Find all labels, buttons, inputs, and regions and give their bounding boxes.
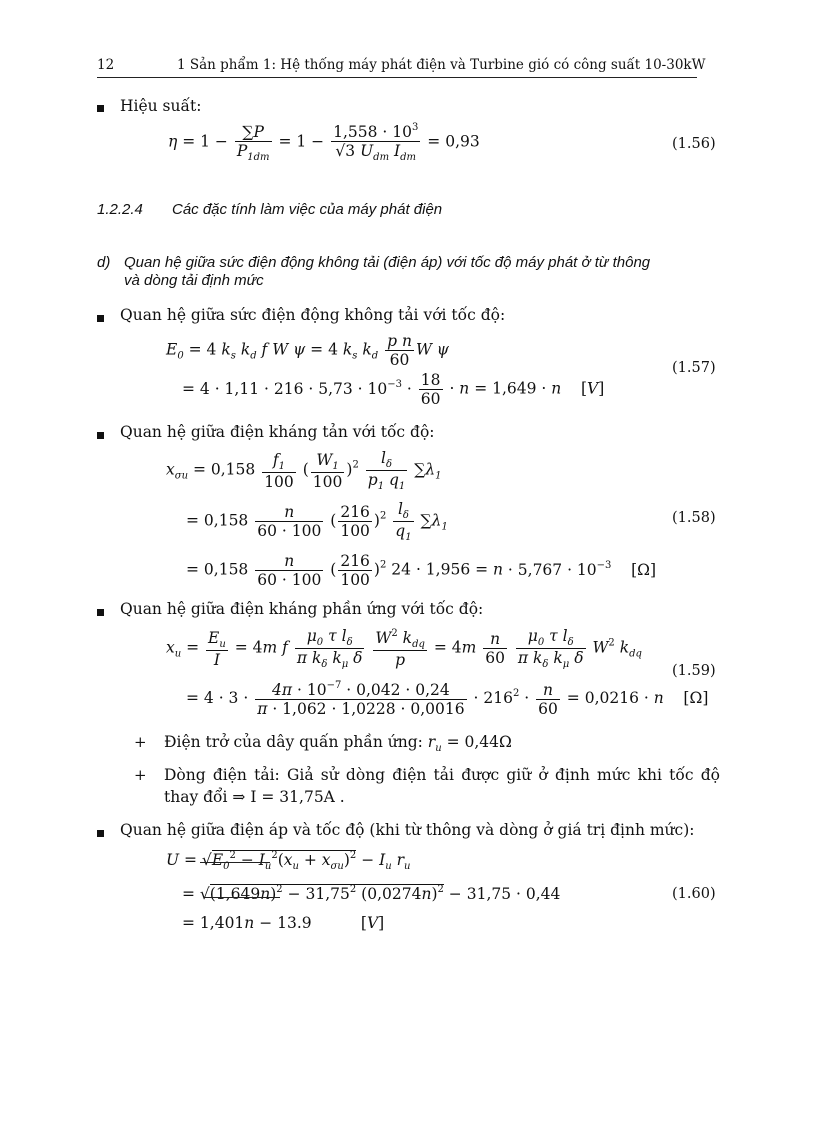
subsection-title-line2: và dòng tải định mức xyxy=(124,272,264,289)
resistance-line: Điện trở của dây quấn phần ứng: $r_u = 0,44\Omega$ xyxy=(164,733,512,754)
strike-line xyxy=(200,862,270,863)
subsection-letter: d) xyxy=(97,254,111,271)
plus-marker: + xyxy=(134,766,147,784)
equation-1-60-line2: = $√(1,649n)^2 - 31,75^2$ $(0,0274n)^2 - 31,75 \cdot 0,44$ xyxy=(182,884,561,903)
header-rule xyxy=(97,77,697,78)
bullet-icon xyxy=(97,432,104,439)
resistance-value: = 0,44Ω xyxy=(441,733,512,751)
equation-number: (1.60) xyxy=(672,886,716,902)
equation-1-56: η = 1 − $\frac{\sum P}{P_{1dm}}$ = 1 − $\frac{1,558 \cdot 10^3}{√3 U_{dm} I_{dm}}$ = 0,93 xyxy=(168,122,480,163)
plus-marker: + xyxy=(134,733,147,751)
bullet-icon xyxy=(97,609,104,616)
load-current-line2: thay đổi ⇒ I = 31,75A . xyxy=(164,788,345,806)
section-title: Các đặc tính làm việc của máy phát điện xyxy=(172,201,443,218)
equation-1-59-line2: = 4 · 3 · $\frac{4\pi \cdot 10^{-7} \cdot 0,042 \cdot 0,24}{\pi \cdot 1,062 \cdot 1,0228 \cdot 0,0016}$ · $216^2$ · $\frac{n}{60}$ = 0,0216 · n [Ω] xyxy=(186,680,709,718)
emf-speed-label: Quan hệ giữa sức điện động không tải với tốc độ: xyxy=(120,306,506,324)
load-current-line1: Dòng điện tải: Giả sử dòng điện tải được giữ ở định mức khi tốc độ xyxy=(164,766,720,784)
equation-1-57-line2: = $4 \cdot 1,11 \cdot 216 \cdot 5,73 \cdot 10^{-3}$ · $\frac{18}{60}$ · n = 1,649 · n [V] xyxy=(182,371,605,408)
equation-1-58-line1: $x_{\sigma u} = 0,158$ $\frac{f_1}{100}$ ( $\frac{W_1}{100}$ )$^2$ $\frac{l_\delta}{p_1 q_1}$ $\sum\lambda_1$ xyxy=(166,449,442,492)
equation-1-58-line3: = 0,158 $\frac{n}{60 \cdot 100}$ ( $\frac{216}{100}$ )$^2$ $24 \cdot 1,956 = n \cdot 5,767 \cdot 10^{-3}$ [Ω] xyxy=(186,552,657,589)
equation-1-58-line2: = 0,158 $\frac{n}{60 \cdot 100}$ ( $\frac{216}{100}$ )$^2$ $\frac{l_\delta}{q_1}$ $\sum\lambda_1$ xyxy=(186,500,448,543)
page-number: 12 xyxy=(97,57,115,73)
bullet-icon xyxy=(97,105,104,112)
equation-1-60-line3: = 1,401n − 13.9 [V] xyxy=(182,914,385,932)
equation-1-57-line1: $E_0 = 4$ $k_s$ $k_d$ f W ψ = 4 $k_s$ $k_d$ $\frac{\text{p n}}{60}$ W ψ xyxy=(166,332,449,369)
armature-reactance-label: Quan hệ giữa điện kháng phần ứng với tốc độ: xyxy=(120,600,484,618)
equation-number: (1.58) xyxy=(672,510,716,526)
equation-1-59-line1: $x_u$ = $\frac{E_u}{I}$ = 4m f $\frac{\mu_0 \tau l_\delta}{\pi k_\delta k_\mu \delta}$ $\frac{W^2 k_{dq}}{p}$ = 4m $\frac{n}{60}$ $\frac{\mu_0 \tau l_\delta}{\pi k_\delta k_\mu \delta}$ $W^2$ $k_{dq}$ xyxy=(166,627,642,670)
bullet-icon xyxy=(97,830,104,837)
bullet-icon xyxy=(97,315,104,322)
running-title: 1 Sản phẩm 1: Hệ thống máy phát điện và Turbine gió có công suất 10-30kW xyxy=(177,57,706,73)
resistance-symbol: r xyxy=(427,733,436,751)
equation-number: (1.56) xyxy=(672,136,716,152)
strike-line xyxy=(205,897,280,898)
section-number: 1.2.2.4 xyxy=(97,201,143,218)
voltage-speed-label: Quan hệ giữa điện áp và tốc độ (khi từ thông và dòng ở giá trị định mức): xyxy=(120,821,695,839)
equation-number: (1.59) xyxy=(672,663,716,679)
equation-number: (1.57) xyxy=(672,360,716,376)
equation-1-60-line1: $U = √E_0^2 - I_u^2(x_u + x_{\sigma u})^2 - I_u$ $r_u$ xyxy=(166,850,411,872)
subsection-title-line1: Quan hệ giữa sức điện động không tải (điện áp) với tốc độ máy phát ở từ thông xyxy=(124,254,651,271)
leakage-reactance-label: Quan hệ giữa điện kháng tản với tốc độ: xyxy=(120,423,435,441)
resistance-text: Điện trở của dây quấn phần ứng: xyxy=(164,733,428,751)
efficiency-label: Hiệu suất: xyxy=(120,97,202,115)
